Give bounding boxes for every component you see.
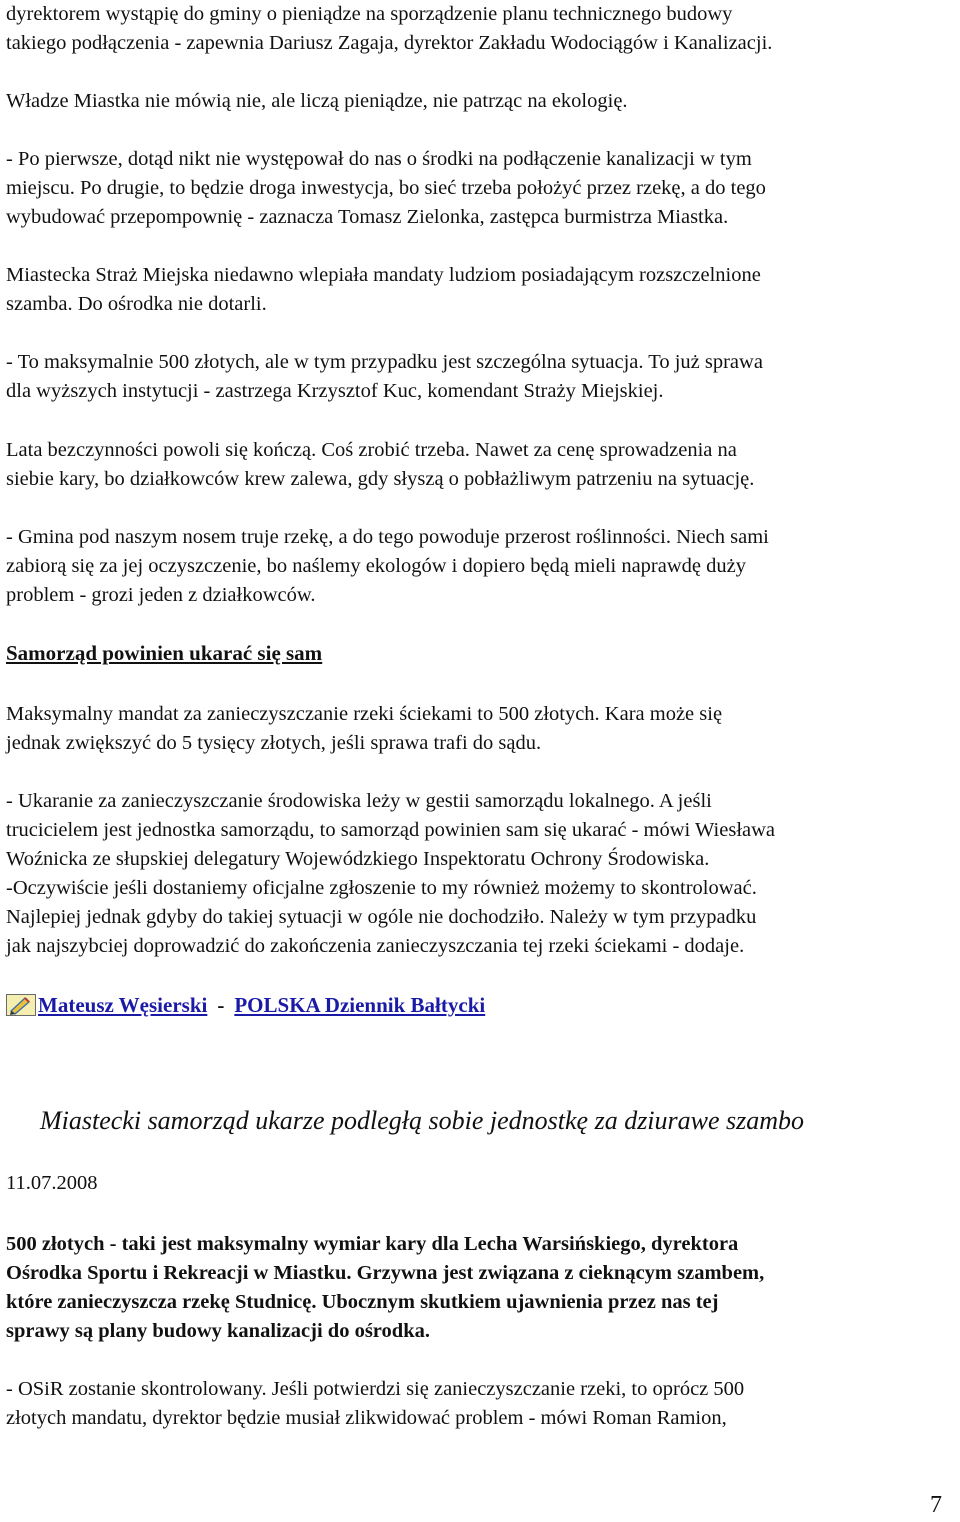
text-line: Najlepiej jednak gdyby do takiej sytuacji w ogóle nie dochodziło. Należy w tym przypadku	[6, 906, 757, 928]
text-line: - Po pierwsze, dotąd nikt nie występował do nas o środki na podłączenie kanalizacji w tym	[6, 148, 752, 170]
text-line: jak najszybciej doprowadzić do zakończenia zanieczyszczania tej rzeki ściekami - dodaje.	[6, 935, 745, 957]
byline	[6, 990, 485, 1020]
text-line: Maksymalny mandat za zanieczyszczanie rzeki ściekami to 500 złotych. Kara może się	[6, 703, 723, 725]
text-line: - Ukaranie za zanieczyszczanie środowiska leży w gestii samorządu lokalnego. A jeśli	[6, 790, 712, 812]
paragraph	[6, 87, 956, 116]
text-line: jednak zwiększyć do 5 tysięcy złotych, jeśli sprawa trafi do sądu.	[6, 732, 542, 754]
paragraph	[6, 523, 956, 610]
page-number: 7	[930, 1492, 942, 1518]
pencil-icon	[6, 994, 36, 1016]
text-line: takiego podłączenia - zapewnia Dariusz Zagaja, dyrektor Zakładu Wodociągów i Kanalizacji.	[6, 32, 773, 54]
article-date: 11.07.2008	[6, 1172, 98, 1194]
text-line: Woźnicka ze słupskiej delegatury Wojewódzkiego Inspektoratu Ochrony Środowiska.	[6, 848, 710, 870]
text-line: problem - grozi jeden z działkowców.	[6, 584, 316, 606]
text-line: - To maksymalnie 500 złotych, ale w tym przypadku jest szczególna sytuacja. To już sprawa	[6, 351, 763, 373]
text-line: -Oczywiście jeśli dostaniemy oficjalne zgłoszenie to my również możemy to skontrolować.	[6, 877, 757, 899]
text-line: Władze Miastka nie mówią nie, ale liczą pieniądze, nie patrząc na ekologię.	[6, 90, 628, 112]
text-line: Miastecka Straż Miejska niedawno wlepiała mandaty ludziom posiadającym rozszczelnione	[6, 264, 761, 286]
section-heading: Samorząd powinien ukarać się sam	[6, 641, 323, 665]
article-body	[6, 1375, 956, 1433]
text-line: złotych mandatu, dyrektor będzie musiał zlikwidować problem - mówi Roman Ramion,	[6, 1407, 727, 1429]
text-line: Ośrodka Sportu i Rekreacji w Miastku. Grzywna jest związana z cieknącym szambem,	[6, 1262, 765, 1284]
paragraph	[6, 348, 956, 406]
text-line: dla wyższych instytucji - zastrzega Krzysztof Kuc, komendant Straży Miejskiej.	[6, 380, 664, 402]
paragraph	[6, 700, 956, 758]
text-line: siebie kary, bo działkowców krew zalewa, gdy słyszą o pobłażliwym patrzeniu na sytuację.	[6, 468, 755, 490]
text-line: które zanieczyszcza rzekę Studnicę. Ubocznym skutkiem ujawnienia przez nas tej	[6, 1291, 719, 1313]
text-line: trucicielem jest jednostka samorządu, to samorząd powinien sam się ukarać - mówi Wiesława	[6, 819, 776, 841]
paragraph	[6, 261, 956, 319]
text-line: szamba. Do ośrodka nie dotarli.	[6, 293, 267, 315]
text-line: 500 złotych - taki jest maksymalny wymiar kary dla Lecha Warsińskiego, dyrektora	[6, 1233, 739, 1255]
source-link[interactable]: POLSKA Dziennik Bałtycki	[234, 992, 486, 1017]
paragraph	[6, 787, 956, 961]
text-line: - OSiR zostanie skontrolowany. Jeśli potwierdzi się zanieczyszczanie rzeki, to oprócz 500	[6, 1378, 745, 1400]
text-line: zabiorą się za jej oczyszczenie, bo naślemy ekologów i dopiero będą mieli naprawdę duży	[6, 555, 746, 577]
paragraph	[6, 145, 956, 232]
paragraph	[6, 436, 956, 494]
article-title: Miastecki samorząd ukarze podległą sobie jednostkę za dziurawe szambo	[40, 1106, 805, 1135]
text-line: dyrektorem wystąpię do gminy o pieniądze na sporządzenie planu technicznego budowy	[6, 3, 733, 25]
text-line: sprawy są plany budowy kanalizacji do ośrodka.	[6, 1320, 430, 1342]
text-line: miejscu. Po drugie, to będzie droga inwestycja, bo sieć trzeba położyć przez rzekę, a do tego	[6, 177, 766, 199]
article-lead	[6, 1230, 764, 1346]
text-line: - Gmina pod naszym nosem truje rzekę, a do tego powoduje przerost roślinności. Niech sami	[6, 526, 769, 548]
text-line: wybudować przepompownię - zaznacza Tomasz Zielonka, zastępca burmistrza Miastka.	[6, 206, 729, 228]
author-link[interactable]: Mateusz Węsierski	[38, 992, 208, 1017]
text-line: Lata bezczynności powoli się kończą. Coś zrobić trzeba. Nawet za cenę sprowadzenia na	[6, 439, 737, 461]
byline-separator: -	[217, 992, 225, 1017]
paragraph	[6, 0, 956, 58]
